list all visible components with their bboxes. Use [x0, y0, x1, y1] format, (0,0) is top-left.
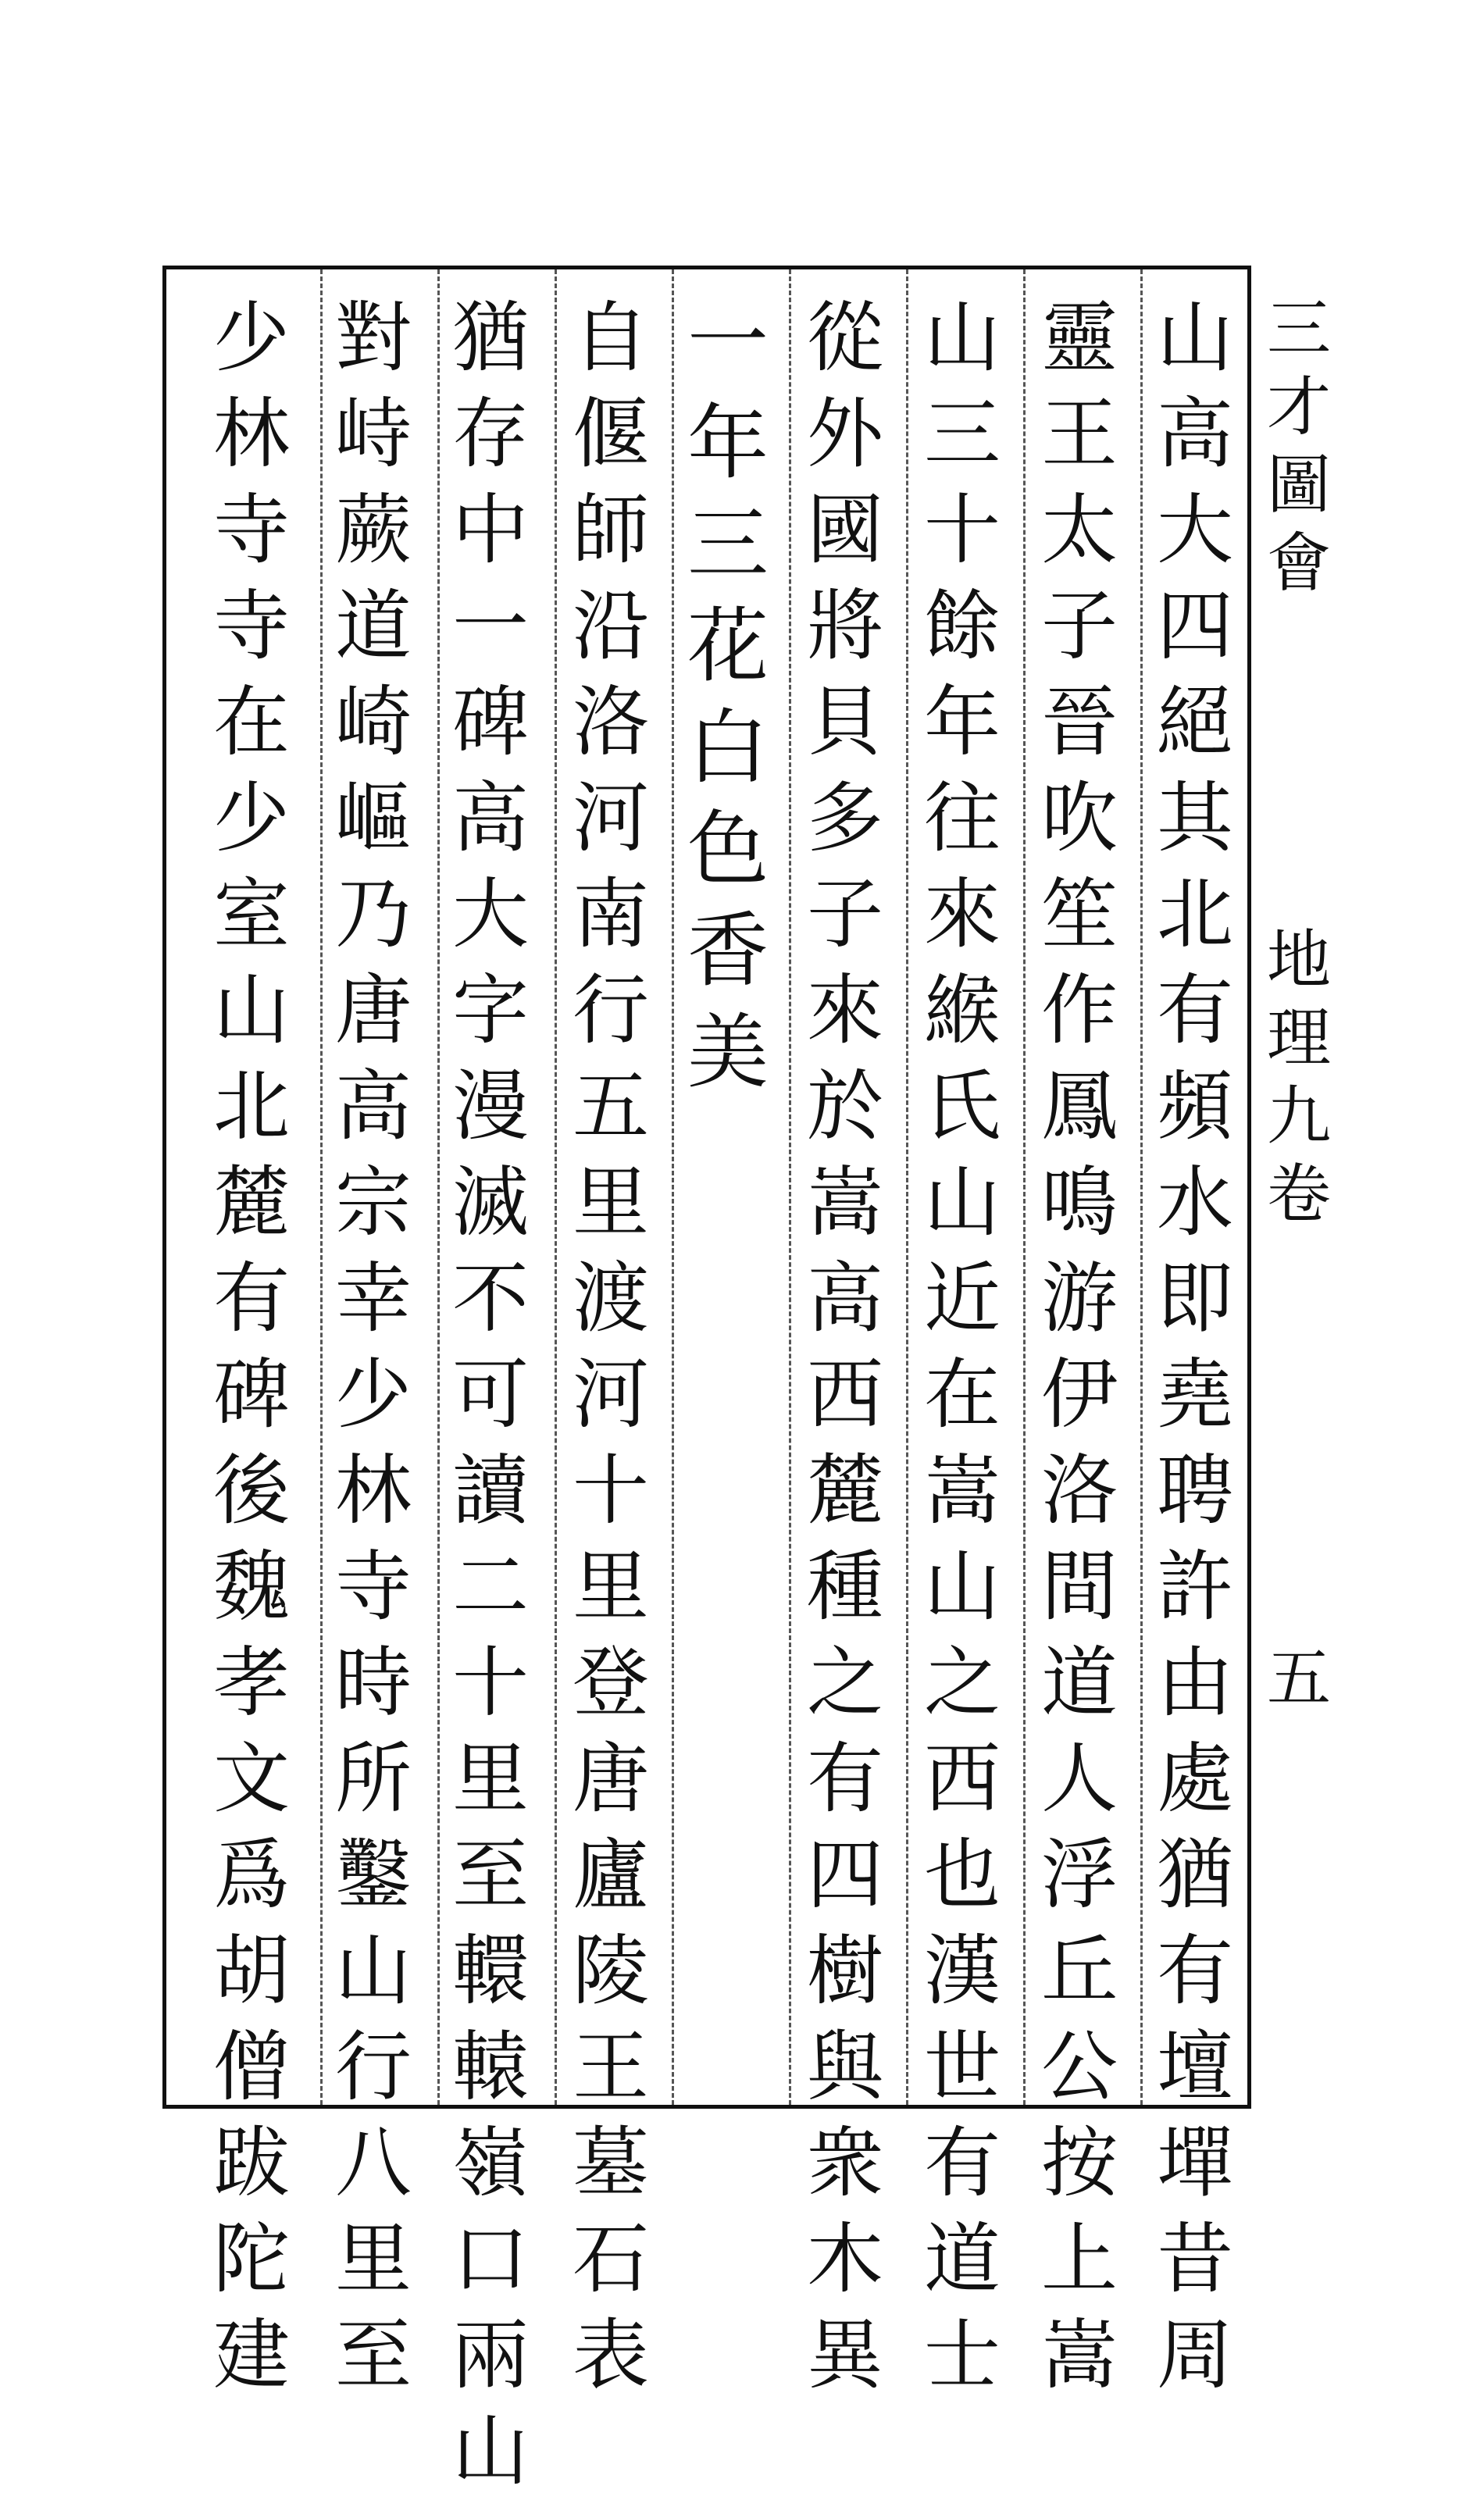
- column-char: 行: [572, 966, 649, 1055]
- column-char: 峙: [334, 390, 412, 479]
- column-char: 可: [451, 1350, 529, 1439]
- column-char: 鑿: [334, 1831, 412, 1920]
- column-char: 宗: [334, 1158, 412, 1247]
- column-char: 色: [687, 801, 769, 897]
- column-char: 衆: [806, 2119, 883, 2208]
- column-char: 四: [806, 1831, 883, 1920]
- column-char: 所: [334, 1735, 412, 1824]
- column-char: 幸: [334, 1254, 412, 1343]
- column-divider: [555, 269, 557, 2105]
- column-char: 許: [1156, 1542, 1233, 1632]
- column-char: 子: [806, 870, 883, 959]
- column-char: 於: [806, 1062, 883, 1151]
- column-char: 陵: [572, 1927, 649, 2016]
- column-char: 唐: [572, 1735, 649, 1824]
- column-char: 間: [1040, 1542, 1118, 1632]
- book-title: [1264, 291, 1334, 603]
- column-char: 麓: [212, 1158, 290, 1247]
- column-char: 處: [1156, 1735, 1233, 1824]
- column-char: 太: [1040, 486, 1118, 575]
- column-divider: [437, 269, 440, 2105]
- column-char: 木: [806, 2215, 883, 2304]
- column-char: 嶇: [334, 774, 412, 863]
- margin-label: [1264, 922, 1334, 1234]
- column-char: 堯: [1156, 1350, 1233, 1439]
- column-char: 胡: [212, 1927, 290, 2016]
- column-char: 師: [572, 486, 649, 575]
- column-char: 林: [334, 1446, 412, 1535]
- column-char: 里: [572, 1542, 649, 1632]
- column-char: 之: [923, 1639, 1001, 1728]
- column-char: 山: [1156, 294, 1233, 383]
- column-char: 大: [1156, 486, 1233, 575]
- column-char: 山: [334, 1927, 412, 2016]
- column-char: 自: [572, 294, 649, 383]
- column-char: 西: [806, 1350, 883, 1439]
- margin-char: 九: [1266, 1079, 1331, 1154]
- column-char: 其: [1156, 774, 1233, 863]
- column-char: 滅: [451, 1158, 529, 1247]
- column-char: 轘: [451, 1927, 529, 2016]
- column-char: 在: [212, 678, 290, 767]
- title-char: 才: [1266, 370, 1331, 444]
- title-char: 圖: [1266, 448, 1331, 522]
- column-char: 多: [806, 774, 883, 863]
- column-char: 陀: [212, 2215, 290, 2304]
- column-divider: [1140, 269, 1143, 2105]
- column-char: 讀: [451, 1446, 529, 1535]
- column-char: 游: [1040, 1254, 1118, 1343]
- column-char: 世: [923, 2023, 1001, 2112]
- column-char: 十: [451, 1639, 529, 1728]
- column-char: 沿: [572, 582, 649, 671]
- column-char: 年: [923, 678, 1001, 767]
- column-char: 香: [687, 903, 769, 998]
- column-char: 三: [923, 390, 1001, 479]
- column-char: 靈: [1040, 294, 1118, 383]
- column-char: 時: [334, 1639, 412, 1728]
- column-char: 建: [212, 2311, 290, 2400]
- column-char: 王: [572, 2023, 649, 2112]
- column-divider: [906, 269, 908, 2105]
- column-char: 晉: [1040, 678, 1118, 767]
- column-char: 唐: [334, 966, 412, 1055]
- column-char: 山: [212, 966, 290, 1055]
- column-char: 嵩: [806, 1158, 883, 1247]
- column-char: 往: [923, 774, 1001, 863]
- column-char: 道: [1040, 1639, 1118, 1728]
- column-char: 公: [1040, 2023, 1118, 2112]
- column-char: 山: [923, 1542, 1001, 1632]
- column-char: 絕: [1156, 678, 1233, 767]
- column-char: 吹: [1040, 774, 1118, 863]
- column-char: 山: [923, 1158, 1001, 1247]
- column-char: 墠: [1156, 2119, 1233, 2208]
- column-char: 也: [923, 1831, 1001, 1920]
- pagenum-char: 五: [1266, 1642, 1331, 1716]
- column-char: 崎: [334, 678, 412, 767]
- column-char: 里: [451, 1735, 529, 1824]
- column-char: 昔: [1156, 2215, 1233, 2304]
- column-char: 行: [334, 2023, 412, 2112]
- column-char: 高: [806, 1254, 883, 1343]
- column-char: 偃: [572, 390, 649, 479]
- column-char: 由: [1156, 1639, 1233, 1728]
- column-char: 緱: [923, 966, 1001, 1055]
- column-char: 國: [806, 486, 883, 575]
- column-char: 渡: [572, 1254, 649, 1343]
- column-char: 大: [451, 870, 529, 959]
- column-char: 孝: [212, 1639, 290, 1728]
- column-char: 來: [923, 870, 1001, 959]
- column-char: 五: [572, 1062, 649, 1151]
- column-char: 轅: [451, 2023, 529, 2112]
- column-char: 石: [572, 2215, 649, 2304]
- column-char: 字: [451, 966, 529, 1055]
- column-char: 周: [1156, 2311, 1233, 2400]
- column-char: 對: [334, 294, 412, 383]
- title-char: 會: [1266, 526, 1331, 601]
- column-char: 寺: [212, 486, 290, 575]
- column-char: 與: [806, 2023, 883, 2112]
- page-number: [1264, 1640, 1334, 1718]
- column-char: 存: [451, 390, 529, 479]
- column-char: 三: [687, 497, 769, 592]
- column-char: 有: [806, 1735, 883, 1824]
- column-char: 餘: [923, 582, 1001, 671]
- column-char: 鳴: [1040, 1158, 1118, 1247]
- column-char: 猶: [1156, 1831, 1233, 1920]
- column-char: 美: [687, 1004, 769, 1100]
- margin-char: 卷: [1266, 1157, 1331, 1232]
- column-divider: [789, 269, 791, 2105]
- text-column-6: [564, 291, 658, 2404]
- column-char: 八: [334, 2119, 412, 2208]
- column-char: 中: [451, 486, 529, 575]
- column-char: 水: [1156, 1158, 1233, 1247]
- text-column-4: [798, 291, 892, 2404]
- column-char: 少: [212, 294, 290, 383]
- column-char: 西: [923, 1735, 1001, 1824]
- column-char: 麓: [806, 1446, 883, 1535]
- text-column-2: [1033, 291, 1126, 2404]
- column-char: 少: [334, 1350, 412, 1439]
- column-char: 爲: [212, 1831, 290, 1920]
- column-char: 丘: [1040, 1927, 1118, 2016]
- column-char: 有: [1156, 966, 1233, 1055]
- column-char: 嶺: [451, 2119, 529, 2208]
- column-char: 漢: [923, 1927, 1001, 2016]
- column-char: 異: [806, 2311, 883, 2400]
- column-char: 有: [923, 2119, 1001, 2208]
- column-char: 從: [806, 294, 883, 383]
- column-char: 洛: [572, 678, 649, 767]
- column-char: 種: [806, 1542, 883, 1632]
- column-char: 士: [923, 2311, 1001, 2400]
- column-char: 子: [1040, 582, 1118, 671]
- column-char: 之: [806, 1639, 883, 1728]
- column-char: 二: [451, 1542, 529, 1632]
- column-char: 猶: [451, 294, 529, 383]
- column-char: 河: [572, 1350, 649, 1439]
- column-char: 近: [923, 1254, 1001, 1343]
- column-char: 墓: [572, 2119, 649, 2208]
- column-char: 魏: [212, 1542, 290, 1632]
- column-char: 洛: [1040, 1446, 1118, 1535]
- column-char: 人: [1040, 1735, 1118, 1824]
- column-char: 兩: [451, 2311, 529, 2400]
- column-char: 一: [687, 294, 769, 389]
- column-divider: [672, 269, 674, 2105]
- column-char: 山: [451, 2407, 529, 2496]
- column-char: 壇: [1156, 2023, 1233, 2112]
- column-char: 北: [1156, 870, 1233, 959]
- column-char: 登: [572, 1639, 649, 1728]
- column-char: 伊: [1040, 1350, 1118, 1439]
- column-char: 山: [923, 294, 1001, 383]
- text-column-1: [1148, 291, 1242, 2404]
- column-char: 嵩: [1040, 2311, 1118, 2400]
- column-char: 外: [806, 390, 883, 479]
- column-char: 河: [572, 774, 649, 863]
- margin-char: 地: [1266, 923, 1331, 997]
- column-char: 文: [212, 1735, 290, 1824]
- column-char: 十: [572, 1446, 649, 1535]
- column-char: 上: [1040, 2215, 1118, 2304]
- column-char: 蕨: [334, 486, 412, 575]
- column-char: 寺: [334, 1542, 412, 1632]
- column-char: 跋: [212, 2119, 290, 2208]
- column-divider: [320, 269, 323, 2105]
- column-char: 作: [1040, 966, 1118, 1055]
- margin-char: 理: [1266, 1001, 1331, 1075]
- column-char: 道: [334, 582, 412, 671]
- column-char: 樹: [806, 1927, 883, 2016]
- column-divider: [1023, 269, 1026, 2105]
- column-char: 碑: [451, 678, 529, 767]
- column-char: 來: [806, 966, 883, 1055]
- column-char: 即: [1156, 1254, 1233, 1343]
- column-char: 四: [1156, 582, 1233, 671]
- column-char: 有: [1156, 1927, 1233, 2016]
- column-char: 高: [334, 1062, 412, 1151]
- text-column-5: [681, 291, 775, 1103]
- text-column-7: [444, 291, 537, 2500]
- column-char: 至: [451, 1831, 529, 1920]
- column-char: 少: [212, 774, 290, 863]
- title-char: 三: [1266, 292, 1331, 366]
- column-char: 室: [212, 870, 290, 959]
- column-char: 林: [212, 390, 290, 479]
- column-char: 至: [334, 2311, 412, 2400]
- column-char: 笙: [1040, 870, 1118, 959]
- column-char: 浮: [1040, 1831, 1118, 1920]
- column-char: 花: [687, 598, 769, 694]
- column-char: 將: [806, 582, 883, 671]
- text-column-9: [205, 291, 298, 2404]
- column-char: 頻: [1156, 1062, 1233, 1151]
- column-char: 鳳: [1040, 1062, 1118, 1151]
- text-column-8: [326, 291, 420, 2404]
- column-char: 南: [572, 870, 649, 959]
- column-char: 一: [451, 582, 529, 671]
- column-char: 聘: [1156, 1446, 1233, 1535]
- column-char: 高: [1156, 390, 1233, 479]
- column-char: 後: [212, 1446, 290, 1535]
- column-char: 口: [451, 2215, 529, 2304]
- column-char: 道: [923, 2215, 1001, 2304]
- column-char: 不: [451, 1254, 529, 1343]
- column-char: 有: [212, 1254, 290, 1343]
- column-char: 氏: [923, 1062, 1001, 1151]
- column-char: 高: [451, 774, 529, 863]
- column-char: 貝: [806, 678, 883, 767]
- column-char: 按: [1040, 2119, 1118, 2208]
- column-char: 王: [1040, 390, 1118, 479]
- column-char: 里: [572, 1158, 649, 1247]
- column-char: 廬: [572, 1831, 649, 1920]
- column-char: 北: [212, 1062, 290, 1151]
- column-char: 碑: [212, 1350, 290, 1439]
- column-char: 十: [923, 486, 1001, 575]
- column-char: 寺: [212, 582, 290, 671]
- column-char: 乃: [334, 870, 412, 959]
- column-char: 白: [687, 700, 769, 795]
- column-char: 在: [923, 1350, 1001, 1439]
- column-char: 年: [687, 395, 769, 490]
- column-char: 漫: [451, 1062, 529, 1151]
- column-char: 僧: [212, 2023, 290, 2112]
- column-char: 嵩: [923, 1446, 1001, 1535]
- column-char: 表: [572, 2311, 649, 2400]
- column-char: 里: [334, 2215, 412, 2304]
- text-column-3: [915, 291, 1009, 2404]
